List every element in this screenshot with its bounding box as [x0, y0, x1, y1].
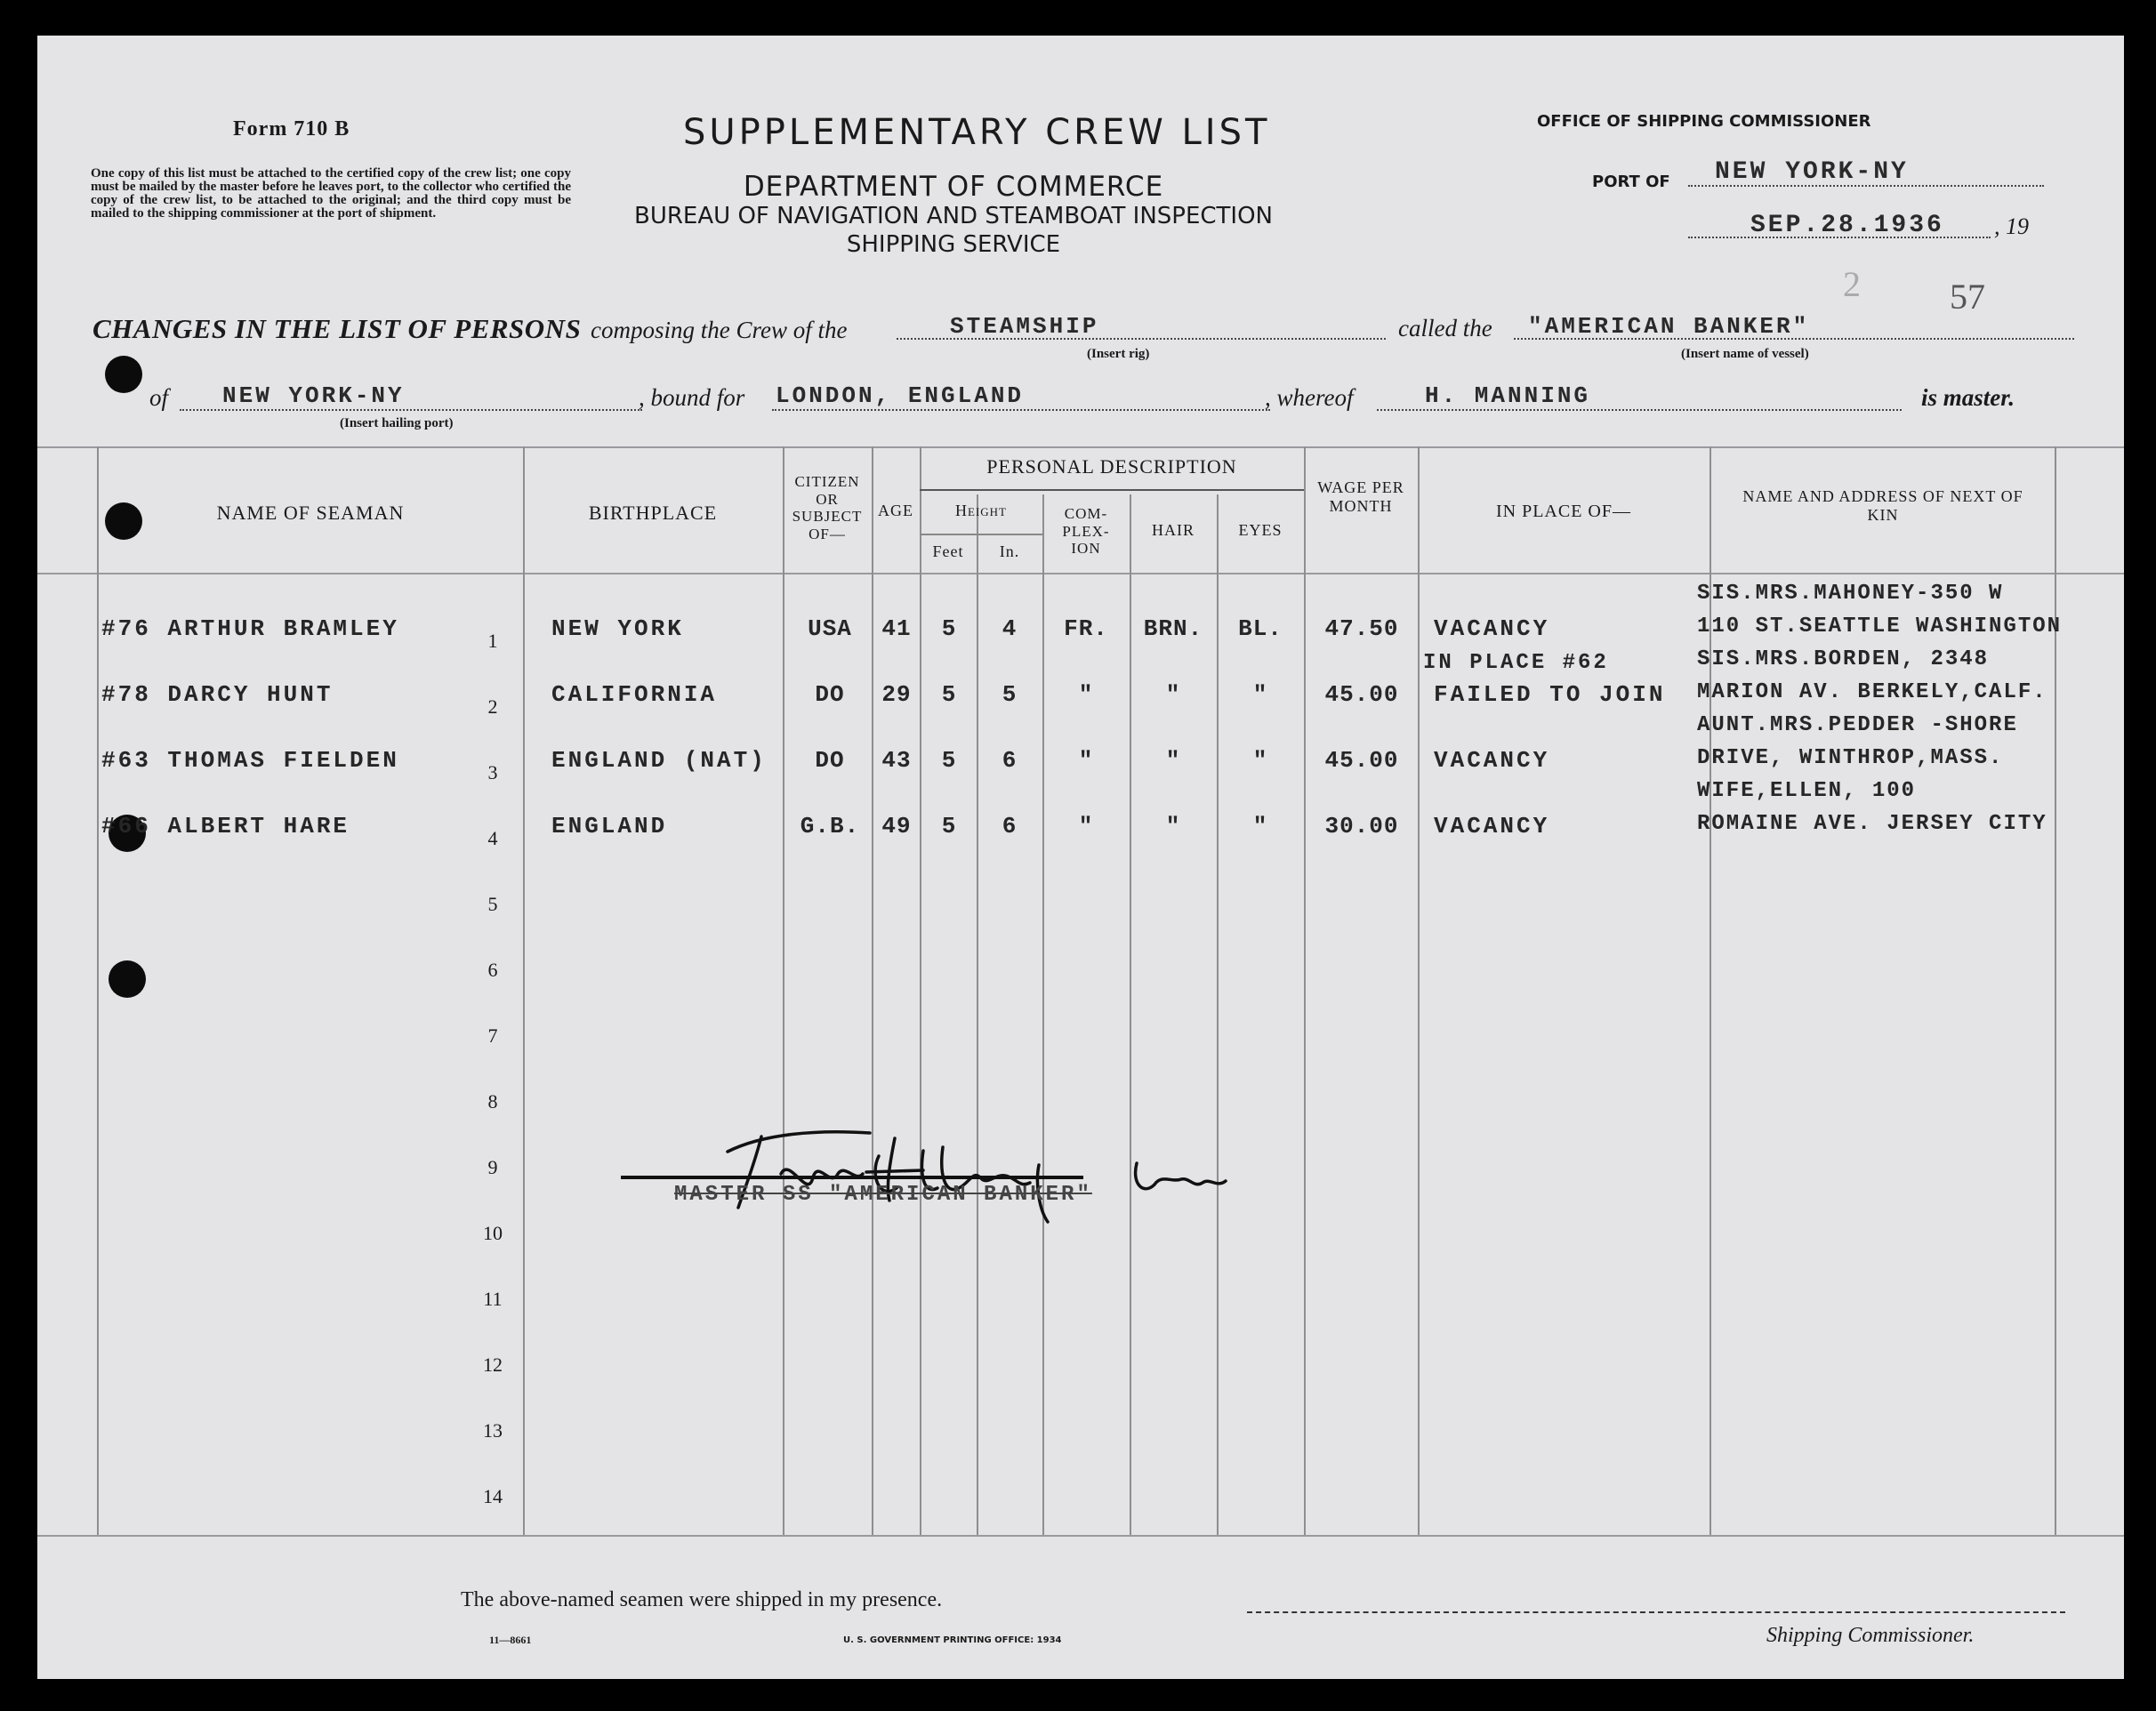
hailing-value: NEW YORK-NY — [222, 382, 405, 409]
kin-line: SIS.MRS.BORDEN, 2348 — [1697, 647, 1990, 671]
row-number: 12 — [483, 1354, 503, 1376]
cell-hair: " — [1165, 681, 1181, 708]
cell-eyes: " — [1252, 747, 1268, 774]
bureau: BUREAU OF NAVIGATION AND STEAMBOAT INSPECTION — [634, 203, 1273, 229]
port-label: PORT OF — [1592, 173, 1670, 191]
table-top-rule — [37, 446, 2124, 448]
header-wage: WAGE PER MONTH — [1317, 478, 1404, 515]
cell-inches: 6 — [1002, 747, 1018, 774]
of-label: of — [149, 384, 169, 411]
row-number: 8 — [487, 1090, 498, 1113]
cell-hair: " — [1165, 747, 1181, 774]
row-number: 3 — [487, 761, 498, 783]
date-value: SEP.28.1936 — [1750, 212, 1944, 239]
changes-composing: composing the Crew of the — [591, 317, 848, 343]
cell-complexion: FR. — [1064, 615, 1108, 642]
cell-feet: 5 — [941, 813, 957, 839]
cell-in-place: FAILED TO JOIN — [1434, 681, 1666, 708]
col-line — [1710, 446, 1711, 1535]
date-year-suffix: , 19 — [1994, 213, 2029, 239]
header-eyes: EYES — [1238, 521, 1283, 539]
handwritten-number-2: 57 — [1950, 277, 1985, 317]
cell-wage: 30.00 — [1324, 813, 1399, 839]
bound-label: , bound for — [639, 384, 745, 411]
commissioner-line — [1247, 1611, 2065, 1613]
form-number: Form 710 B — [233, 117, 350, 141]
col-line — [1042, 494, 1044, 1535]
row-number: 9 — [487, 1156, 498, 1178]
height-sub-rule — [920, 534, 1042, 535]
vessel-value: "AMERICAN BANKER" — [1528, 313, 1810, 340]
whereof-label: , whereof — [1265, 384, 1354, 411]
kin-line: ROMAINE AVE. JERSEY CITY — [1697, 812, 2047, 836]
row-number: 6 — [487, 959, 498, 981]
master-line-text: MASTER SS "AMERICAN BANKER" — [674, 1183, 1092, 1207]
form-title: SUPPLEMENTARY CREW LIST — [683, 112, 1271, 153]
hailing-caption: (Insert hailing port) — [340, 416, 454, 430]
col-line — [872, 446, 873, 1535]
cell-feet: 5 — [941, 747, 957, 774]
cell-feet: 5 — [941, 615, 957, 642]
cell-age: 49 — [881, 813, 912, 839]
header-hair: HAIR — [1152, 521, 1195, 539]
cell-birthplace: ENGLAND — [551, 813, 668, 839]
col-line — [783, 446, 784, 1535]
signature-underline — [621, 1176, 1083, 1179]
kin-line: DRIVE, WINTHROP,MASS. — [1697, 746, 2004, 770]
col-line — [1418, 446, 1420, 1535]
port-value: NEW YORK-NY — [1715, 158, 1909, 186]
bound-value: LONDON, ENGLAND — [776, 382, 1025, 409]
cell-complexion: " — [1078, 681, 1094, 708]
kin-line: WIFE,ELLEN, 100 — [1697, 779, 1917, 803]
cell-complexion: " — [1078, 747, 1094, 774]
service: SHIPPING SERVICE — [846, 231, 1061, 258]
header-height: Height — [955, 502, 1007, 519]
called-the: called the — [1398, 315, 1492, 341]
row-number: 7 — [487, 1024, 498, 1047]
cell-feet: 5 — [941, 681, 957, 708]
cell-name: #76 ARTHUR BRAMLEY — [101, 615, 399, 642]
cell-age: 29 — [881, 681, 912, 708]
header-inches: In. — [999, 542, 1020, 560]
cell-citizen: DO — [815, 747, 845, 774]
form-instructions: One copy of this list must be attached to the certified copy of the crew list; one copy must be mailed by the master before he leaves port, to the collector who certified the copy of the crew list, to be attached to the original; and the third copy must be mailed to the shipping commissioner at the port of shipment. — [91, 166, 571, 221]
cell-age: 41 — [881, 615, 912, 642]
personal-desc-rule — [920, 489, 1304, 491]
master-line — [1377, 409, 1902, 411]
cell-name: #66 ALBERT HARE — [101, 813, 350, 839]
cell-inches: 4 — [1002, 615, 1018, 642]
cell-wage: 45.00 — [1324, 681, 1399, 708]
col-line — [1217, 494, 1219, 1535]
col-line — [1130, 494, 1131, 1535]
cell-complexion: " — [1078, 813, 1094, 839]
row-number: 14 — [483, 1485, 503, 1507]
header-age: AGE — [878, 502, 913, 519]
header-complexion: COM- PLEX- ION — [1062, 505, 1110, 558]
cell-eyes: " — [1252, 813, 1268, 839]
cell-birthplace: NEW YORK — [551, 615, 684, 642]
cell-eyes: BL. — [1238, 615, 1283, 642]
master-signature — [656, 1103, 1261, 1227]
crew-list-document — [37, 36, 2124, 1679]
header-in-place: IN PLACE OF— — [1495, 502, 1631, 521]
row-number: 5 — [487, 893, 498, 915]
cell-in-place: VACANCY — [1434, 813, 1550, 839]
cell-in-place: VACANCY — [1434, 615, 1550, 642]
kin-line: SIS.MRS.MAHONEY-350 W — [1697, 582, 2004, 606]
cell-birthplace: CALIFORNIA — [551, 681, 718, 708]
cell-citizen: DO — [815, 681, 845, 708]
cell-citizen: G.B. — [800, 813, 860, 839]
kin-line: MARION AV. BERKELY,CALF. — [1697, 680, 2047, 704]
cell-in-place: VACANCY — [1434, 747, 1550, 774]
rig-value: STEAMSHIP — [950, 313, 1099, 340]
table-bottom-rule — [37, 1535, 2124, 1537]
footer-printer: U. S. GOVERNMENT PRINTING OFFICE: 1934 — [843, 1635, 1062, 1645]
master-value: H. MANNING — [1425, 382, 1591, 409]
cell-citizen: USA — [808, 615, 852, 642]
cell-birthplace: ENGLAND (NAT) — [551, 747, 767, 774]
row-number: 4 — [487, 827, 498, 849]
cell-wage: 47.50 — [1324, 615, 1399, 642]
col-line — [2055, 446, 2056, 1535]
row-number: 13 — [483, 1419, 503, 1442]
changes-prefix: CHANGES IN THE LIST OF PERSONS — [93, 313, 582, 344]
row-number: 11 — [483, 1288, 503, 1310]
cell-eyes: " — [1252, 681, 1268, 708]
header-personal: PERSONAL DESCRIPTION — [986, 455, 1237, 478]
office-label: OFFICE OF SHIPPING COMMISSIONER — [1537, 112, 1871, 131]
is-master: is master. — [1921, 384, 2015, 411]
header-birthplace: BIRTHPLACE — [588, 502, 718, 524]
hailing-line — [180, 409, 642, 411]
header-kin: NAME AND ADDRESS OF NEXT OF KIN — [1742, 487, 2023, 524]
col-line — [1304, 446, 1306, 1535]
cell-hair: " — [1165, 813, 1181, 839]
col-line — [977, 494, 978, 1535]
rig-caption: (Insert rig) — [1087, 347, 1150, 361]
punch-hole — [109, 960, 146, 998]
col-line — [523, 446, 525, 1535]
row-number: 2 — [487, 695, 498, 718]
header-feet: Feet — [932, 542, 964, 560]
kin-line: AUNT.MRS.PEDDER -SHORE — [1697, 713, 2018, 737]
row-number: 10 — [483, 1222, 503, 1244]
col-line — [920, 446, 921, 1535]
cell-inches: 5 — [1002, 681, 1018, 708]
kin-line: 110 ST.SEATTLE WASHINGTON — [1697, 615, 2063, 639]
cell-name: #78 DARCY HUNT — [101, 681, 334, 708]
col-line — [97, 446, 99, 1535]
punch-hole — [105, 356, 142, 393]
row-number: 1 — [487, 630, 498, 652]
cell-inches: 6 — [1002, 813, 1018, 839]
in-place-extra: IN PLACE #62 — [1423, 651, 1609, 675]
handwritten-number: 2 — [1843, 264, 1861, 304]
header-citizen: CITIZEN OR SUBJECT OF— — [792, 473, 863, 542]
commissioner-label: Shipping Commissioner. — [1766, 1624, 1975, 1647]
header-bottom-rule — [37, 573, 2124, 574]
cell-age: 43 — [881, 747, 912, 774]
cell-hair: BRN. — [1143, 615, 1203, 642]
department: DEPARTMENT OF COMMERCE — [743, 171, 1164, 203]
cell-name: #63 THOMAS FIELDEN — [101, 747, 399, 774]
bound-line — [772, 409, 1270, 411]
footer-statement: The above-named seamen were shipped in my presence. — [461, 1588, 943, 1611]
footer-code: 11—8661 — [489, 1634, 532, 1646]
header-name: NAME OF SEAMAN — [216, 502, 405, 524]
cell-wage: 45.00 — [1324, 747, 1399, 774]
vessel-caption: (Insert name of vessel) — [1681, 347, 1809, 361]
